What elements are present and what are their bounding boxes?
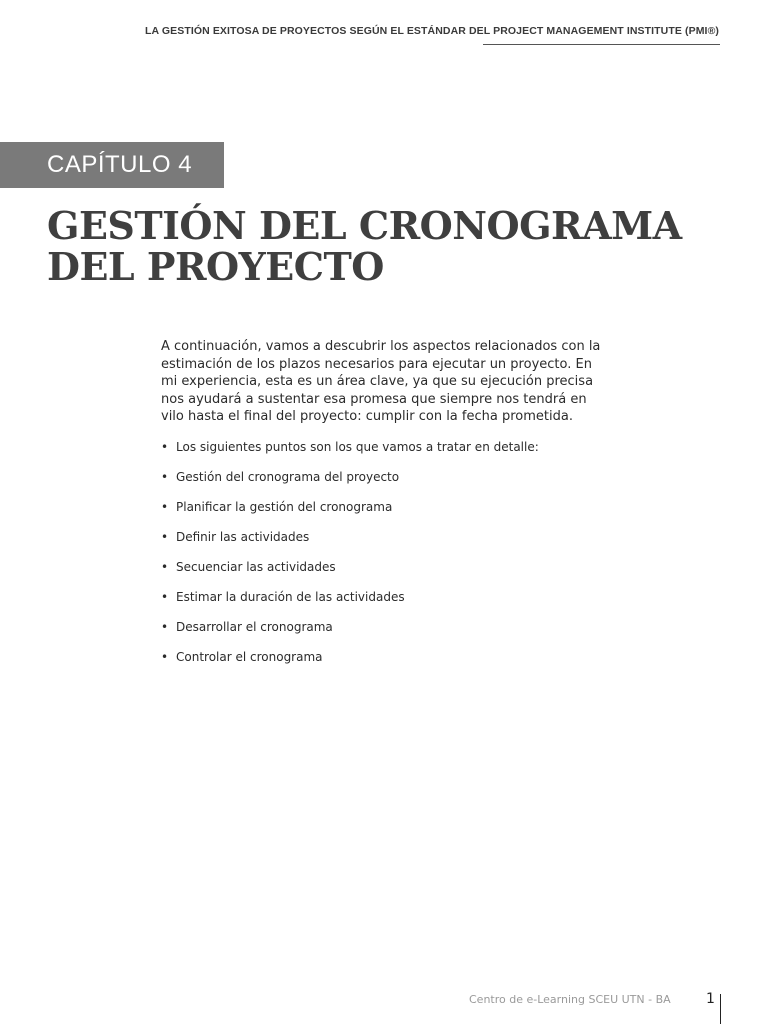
- list-item-text: Gestión del cronograma del proyecto: [176, 470, 400, 484]
- chapter-label: CAPÍTULO 4: [47, 151, 193, 178]
- bullet-icon: •: [161, 560, 169, 574]
- chapter-band: [0, 142, 224, 188]
- intro-paragraph: A continuación, vamos a descubrir los aspectos relacionados con la estimación de los plazos necesarios para ejecutar un proyecto. En mi experiencia, esta es un área clave, ya que su ejecución precisa nos ayudará a sustentar esa promesa que siempre nos tendrá en vilo hasta el final del proyecto: cumplir con la fecha prometida.: [161, 339, 601, 425]
- list-item-text: Definir las actividades: [176, 530, 310, 544]
- list-item-text: Secuenciar las actividades: [176, 560, 336, 574]
- list-item: [161, 616, 631, 646]
- topic-list: [161, 436, 631, 676]
- bullet-icon: •: [161, 530, 169, 544]
- footer-credit: Centro de e-Learning SCEU UTN - BA: [469, 993, 671, 1006]
- bullet-icon: •: [161, 620, 169, 634]
- list-item-text: Desarrollar el cronograma: [176, 620, 333, 634]
- list-item: [161, 556, 631, 586]
- list-item: [161, 436, 631, 466]
- running-header: LA GESTIÓN EXITOSA DE PROYECTOS SEGÚN EL ESTÁNDAR DEL PROJECT MANAGEMENT INSTITUTE (PMI®): [145, 25, 719, 37]
- list-item-text: Controlar el cronograma: [176, 650, 323, 664]
- list-item-text: Los siguientes puntos son los que vamos a tratar en detalle:: [176, 440, 539, 454]
- list-item: [161, 646, 631, 676]
- list-item: [161, 526, 631, 556]
- bullet-icon: •: [161, 590, 169, 604]
- chapter-title: GESTIÓN DEL CRONOGRAMA DEL PROYECTO: [47, 203, 682, 289]
- list-item: [161, 586, 631, 616]
- bullet-icon: •: [161, 440, 169, 454]
- list-item: [161, 466, 631, 496]
- page-number: 1: [706, 991, 715, 1007]
- bullet-icon: •: [161, 650, 169, 664]
- header-underline: [483, 44, 720, 45]
- bullet-icon: •: [161, 470, 169, 484]
- page-number-rule: [720, 994, 721, 1024]
- list-item-text: Planificar la gestión del cronograma: [176, 500, 393, 514]
- bullet-icon: •: [161, 500, 169, 514]
- list-item: [161, 496, 631, 526]
- list-item-text: Estimar la duración de las actividades: [176, 590, 405, 604]
